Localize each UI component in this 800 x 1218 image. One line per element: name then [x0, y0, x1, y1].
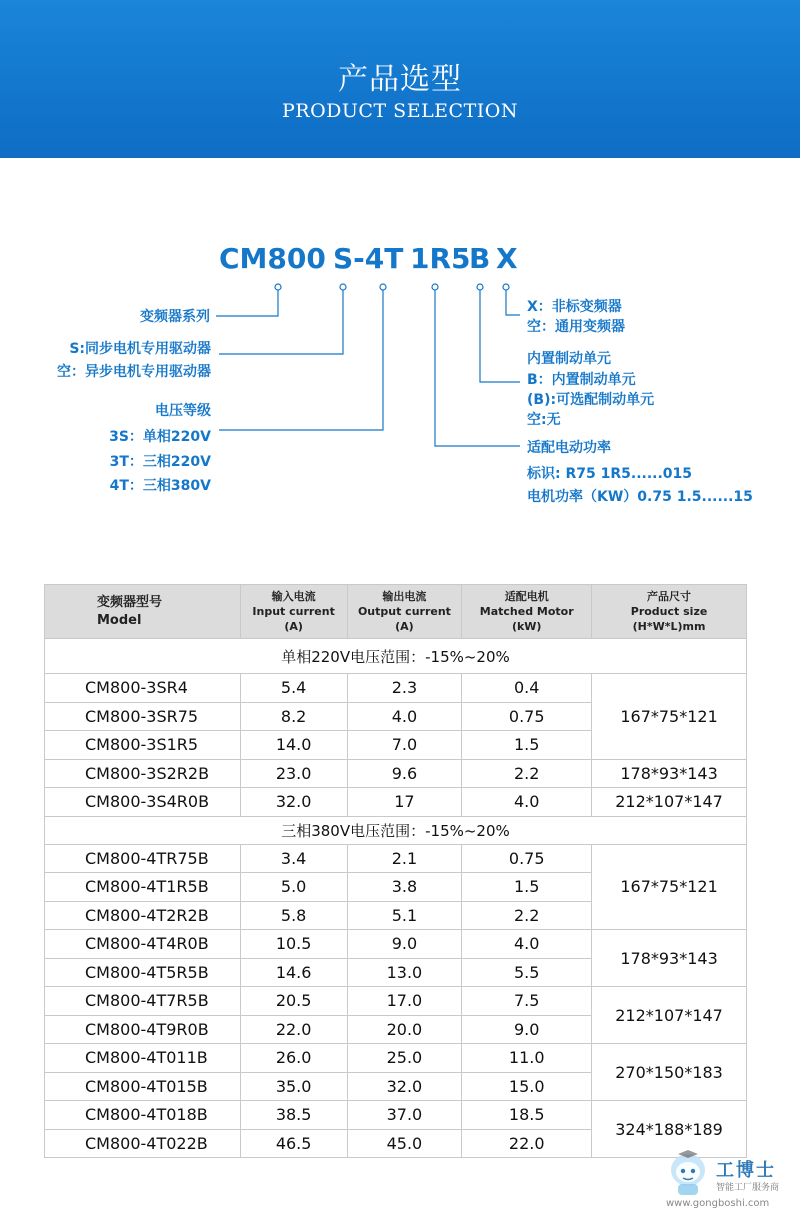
- label-4t: 4T：三相380V: [109, 478, 211, 494]
- col-size-cn: 产品尺寸: [647, 590, 692, 603]
- cell-input: 23.0: [240, 759, 347, 788]
- col-size-en: Product size: [630, 605, 708, 618]
- cell-motor: 7.5: [462, 987, 592, 1016]
- cell-output: 13.0: [347, 958, 462, 987]
- section-row: [45, 639, 747, 674]
- col-model-cn: 变频器型号: [97, 594, 163, 610]
- cell-input: 26.0: [240, 1044, 347, 1073]
- watermark: [662, 1148, 798, 1214]
- cell-size: 167*75*121: [592, 844, 747, 930]
- table-row: [45, 1044, 747, 1073]
- label-3s: 3S：单相220V: [109, 429, 211, 445]
- cell-motor: 22.0: [462, 1129, 592, 1158]
- cell-model: CM800-4T9R0B: [45, 1015, 241, 1044]
- cell-size: 324*188*189: [592, 1101, 747, 1158]
- col-motor-unit: (kW): [511, 620, 542, 633]
- table-row: [45, 1101, 747, 1130]
- col-size-unit: (H*W*L)mm: [632, 620, 706, 633]
- cell-output: 25.0: [347, 1044, 462, 1073]
- cell-size: 167*75*121: [592, 674, 747, 760]
- col-motor-cn: 适配电机: [504, 590, 549, 603]
- cell-motor: 1.5: [462, 731, 592, 760]
- cell-model: CM800-4T7R5B: [45, 987, 241, 1016]
- cell-output: 5.1: [347, 901, 462, 930]
- code-brake: B: [469, 242, 491, 275]
- col-product-size: [592, 585, 747, 639]
- cell-size: 178*93*143: [592, 930, 747, 987]
- cell-model: CM800-4T015B: [45, 1072, 241, 1101]
- page-subtitle: PRODUCT SELECTION: [282, 100, 518, 122]
- label-power-title: 适配电动功率: [527, 440, 611, 456]
- label-power-kw: 电机功率（KW）0.75 1.5......15: [527, 489, 753, 505]
- col-input-current: [240, 585, 347, 639]
- cell-input: 38.5: [240, 1101, 347, 1130]
- section-three-phase: 三相380V电压范围：-15%~20%: [45, 816, 747, 844]
- col-output-en: Output current: [357, 605, 451, 618]
- cell-input: 14.6: [240, 958, 347, 987]
- cell-motor: 2.2: [462, 759, 592, 788]
- cell-motor: 9.0: [462, 1015, 592, 1044]
- section-row: [45, 816, 747, 844]
- cell-output: 45.0: [347, 1129, 462, 1158]
- cell-output: 2.1: [347, 844, 462, 873]
- cell-input: 5.4: [240, 674, 347, 703]
- cell-output: 3.8: [347, 873, 462, 902]
- label-x-empty: 空：通用变频器: [527, 319, 625, 335]
- cell-output: 17.0: [347, 987, 462, 1016]
- watermark-tagline: 智能工厂服务商: [716, 1183, 780, 1193]
- code-ext: X: [496, 242, 518, 275]
- cell-size: 212*107*147: [592, 788, 747, 817]
- col-model-en: Model: [97, 612, 142, 628]
- cell-model: CM800-4T1R5B: [45, 873, 241, 902]
- col-input-cn: 输入电流: [271, 590, 316, 603]
- label-series: 变频器系列: [140, 309, 210, 325]
- cell-output: 2.3: [347, 674, 462, 703]
- cell-model: CM800-4T018B: [45, 1101, 241, 1130]
- cell-model: CM800-4T2R2B: [45, 901, 241, 930]
- cell-motor: 2.2: [462, 901, 592, 930]
- cell-output: 9.0: [347, 930, 462, 959]
- cell-motor: 15.0: [462, 1072, 592, 1101]
- cell-input: 10.5: [240, 930, 347, 959]
- watermark-brand: 工博士: [716, 1160, 776, 1181]
- cell-size: 270*150*183: [592, 1044, 747, 1101]
- table-row: [45, 759, 747, 788]
- cell-input: 35.0: [240, 1072, 347, 1101]
- label-empty-async: 空：异步电机专用驱动器: [57, 364, 211, 380]
- cell-model: CM800-4T5R5B: [45, 958, 241, 987]
- code-series: CM800: [219, 242, 326, 275]
- cell-input: 8.2: [240, 702, 347, 731]
- cell-input: 46.5: [240, 1129, 347, 1158]
- cell-output: 32.0: [347, 1072, 462, 1101]
- cell-motor: 18.5: [462, 1101, 592, 1130]
- cell-motor: 11.0: [462, 1044, 592, 1073]
- col-input-unit: (A): [284, 620, 303, 633]
- section-single-phase: 单相220V电压范围：-15%~20%: [45, 639, 747, 674]
- table-row: [45, 788, 747, 817]
- cell-input: 20.5: [240, 987, 347, 1016]
- label-brake-none: 空:无: [527, 412, 561, 428]
- label-3t: 3T：三相220V: [109, 454, 211, 470]
- cell-model: CM800-4T4R0B: [45, 930, 241, 959]
- cell-output: 20.0: [347, 1015, 462, 1044]
- cell-input: 14.0: [240, 731, 347, 760]
- cell-model: CM800-3S1R5: [45, 731, 241, 760]
- watermark-url: www.gongboshi.com: [666, 1198, 770, 1209]
- cell-input: 3.4: [240, 844, 347, 873]
- col-input-en: Input current: [252, 605, 335, 618]
- cell-model: CM800-3SR75: [45, 702, 241, 731]
- label-x-nonstd: X：非标变频器: [527, 299, 622, 315]
- col-output-current: [347, 585, 462, 639]
- cell-output: 4.0: [347, 702, 462, 731]
- col-model: [45, 585, 241, 639]
- cell-motor: 0.75: [462, 844, 592, 873]
- cell-model: CM800-3S4R0B: [45, 788, 241, 817]
- cell-input: 22.0: [240, 1015, 347, 1044]
- code-power: 1R5: [410, 242, 471, 275]
- col-output-cn: 输出电流: [382, 590, 427, 603]
- cell-motor: 1.5: [462, 873, 592, 902]
- col-motor-en: Matched Motor: [479, 605, 574, 618]
- code-type-phase: S-4T: [333, 242, 404, 275]
- table-row: [45, 987, 747, 1016]
- table-row: [45, 930, 747, 959]
- table-header-row: [45, 585, 747, 639]
- label-s-sync: S:同步电机专用驱动器: [69, 341, 211, 357]
- label-brake-title: 内置制动单元: [527, 351, 611, 367]
- cell-motor: 5.5: [462, 958, 592, 987]
- page-title: 产品选型: [338, 62, 462, 97]
- label-voltage: 电压等级: [155, 403, 211, 419]
- col-matched-motor: [462, 585, 592, 639]
- cell-motor: 0.75: [462, 702, 592, 731]
- cell-input: 5.8: [240, 901, 347, 930]
- cell-motor: 4.0: [462, 788, 592, 817]
- label-power-ids: 标识: R75 1R5......015: [527, 466, 693, 482]
- cell-input: 32.0: [240, 788, 347, 817]
- cell-output: 17: [347, 788, 462, 817]
- cell-model: CM800-4T011B: [45, 1044, 241, 1073]
- cell-size: 212*107*147: [592, 987, 747, 1044]
- robot-mascot-icon: [664, 1148, 716, 1198]
- cell-motor: 0.4: [462, 674, 592, 703]
- label-brake-b: B：内置制动单元: [527, 372, 636, 388]
- selection-table: [44, 584, 747, 1158]
- cell-motor: 4.0: [462, 930, 592, 959]
- cell-output: 7.0: [347, 731, 462, 760]
- table-row: [45, 674, 747, 703]
- label-brake-optional: (B):可选配制动单元: [527, 392, 655, 408]
- cell-model: CM800-3SR4: [45, 674, 241, 703]
- cell-model: CM800-4T022B: [45, 1129, 241, 1158]
- cell-output: 37.0: [347, 1101, 462, 1130]
- cell-output: 9.6: [347, 759, 462, 788]
- col-output-unit: (A): [395, 620, 414, 633]
- table-row: [45, 844, 747, 873]
- cell-size: 178*93*143: [592, 759, 747, 788]
- cell-input: 5.0: [240, 873, 347, 902]
- cell-model: CM800-4TR75B: [45, 844, 241, 873]
- cell-model: CM800-3S2R2B: [45, 759, 241, 788]
